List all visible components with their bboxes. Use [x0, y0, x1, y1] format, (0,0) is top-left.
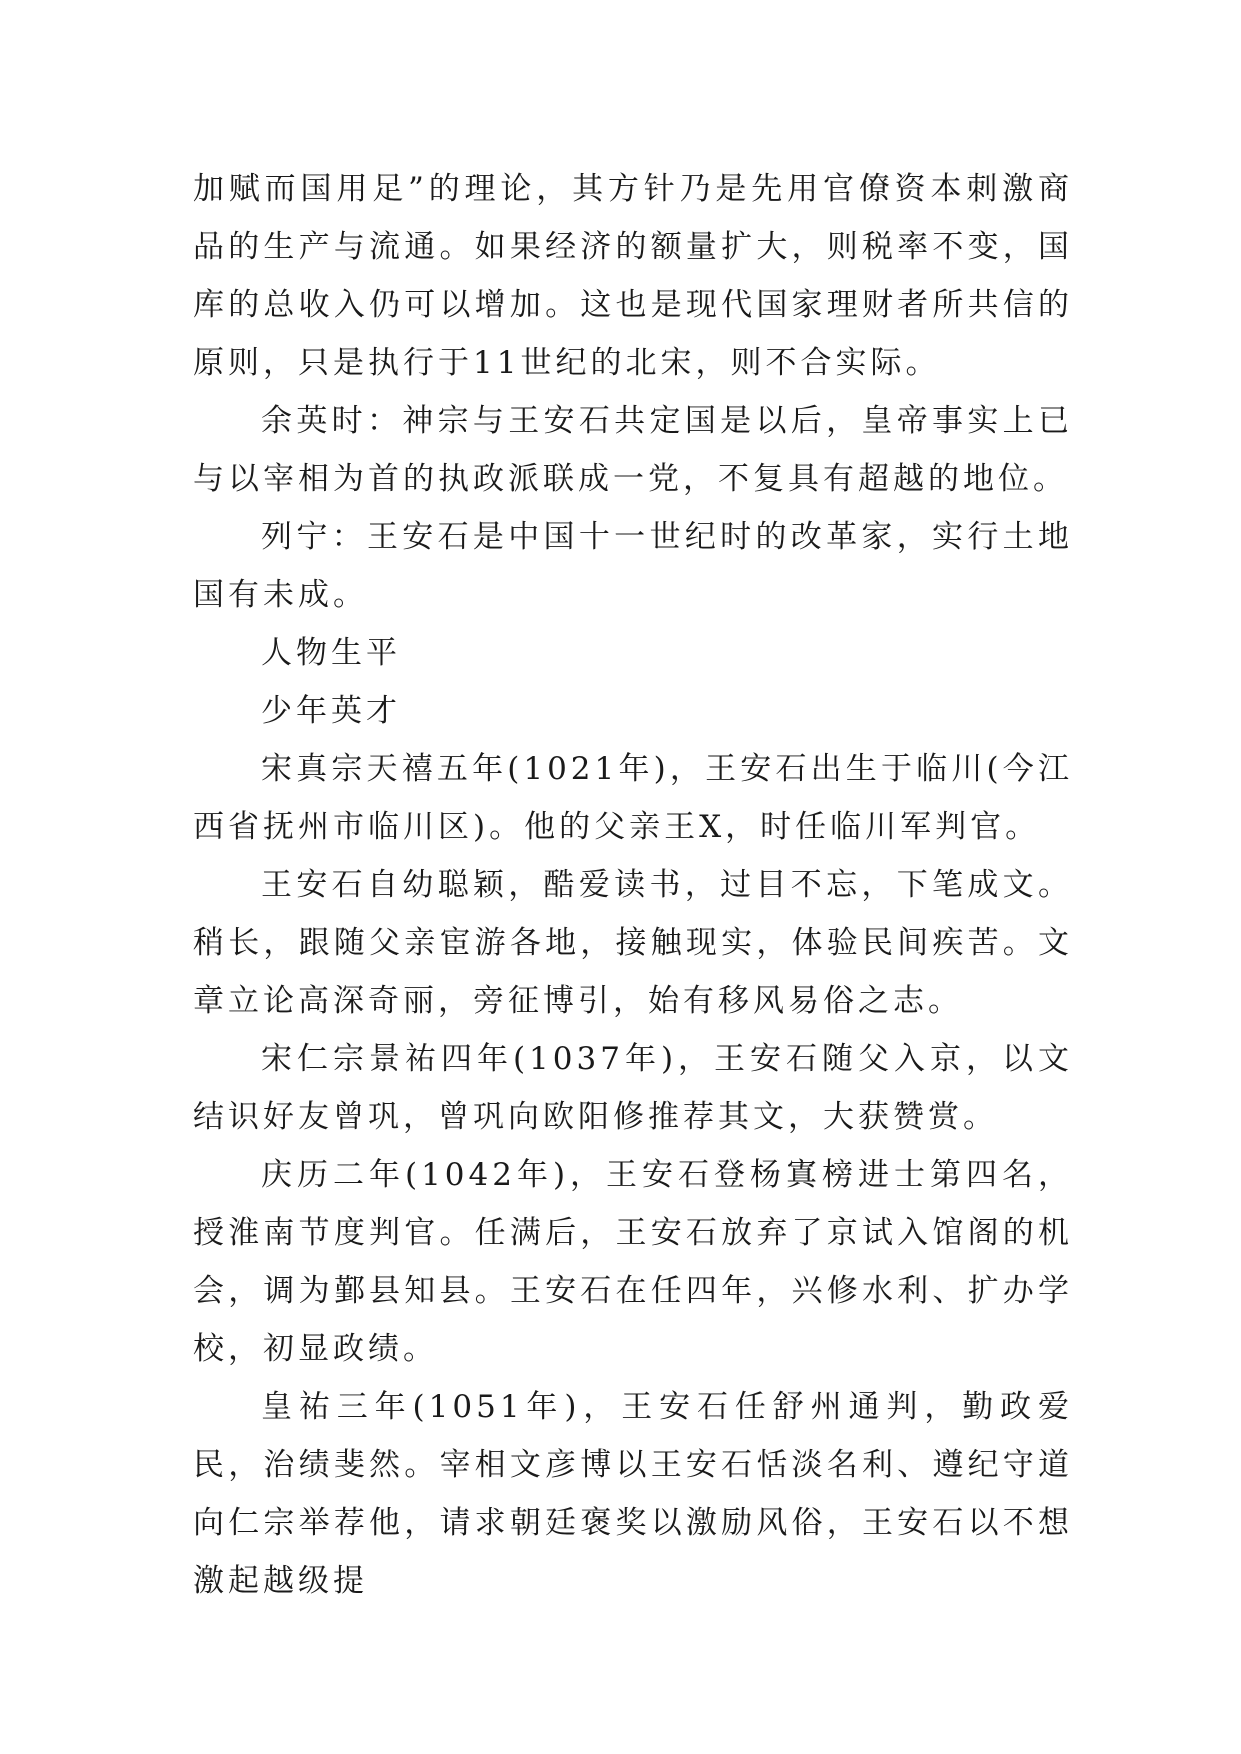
paragraph-7: 王安石自幼聪颖，酷爱读书，过目不忘，下笔成文。稍长，跟随父亲宦游各地，接触现实，体验民间疾苦。文章立论高深奇丽，旁征博引，始有移风易俗之志。: [193, 867, 1073, 1019]
paragraph-2: 余英时：神宗与王安石共定国是以后，皇帝事实上已与以宰相为首的执政派联成一党，不复具有超越的地位。: [193, 403, 1073, 497]
paragraph-8: 宋仁宗景祐四年(1037年)，王安石随父入京，以文结识好友曾巩，曾巩向欧阳修推荐其文，大获赞赏。: [193, 1041, 1073, 1135]
subsection-heading-youth: 少年英才: [261, 693, 401, 729]
section-heading-biography: 人物生平: [261, 635, 401, 671]
document-body: [193, 160, 1073, 1610]
paragraph-10: 皇祐三年(1051年)，王安石任舒州通判，勤政爱民，治绩斐然。宰相文彦博以王安石恬淡名利、遵纪守道向仁宗举荐他，请求朝廷褒奖以激励风俗，王安石以不想激起越级提: [193, 1389, 1073, 1599]
paragraph-3: 列宁：王安石是中国十一世纪时的改革家，实行土地国有未成。: [193, 519, 1073, 613]
paragraph-1: 加赋而国用足”的理论，其方针乃是先用官僚资本刺激商品的生产与流通。如果经济的额量扩大，则税率不变，国库的总收入仍可以增加。这也是现代国家理财者所共信的原则，只是执行于11世纪的北宋，则不合实际。: [193, 171, 1073, 381]
paragraph-9: 庆历二年(1042年)，王安石登杨寘榜进士第四名，授淮南节度判官。任满后，王安石放弃了京试入馆阁的机会，调为鄞县知县。王安石在任四年，兴修水利、扩办学校，初显政绩。: [193, 1157, 1073, 1367]
paragraph-6: 宋真宗天禧五年(1021年)，王安石出生于临川(今江西省抚州市临川区)。他的父亲王X，时任临川军判官。: [193, 751, 1073, 845]
